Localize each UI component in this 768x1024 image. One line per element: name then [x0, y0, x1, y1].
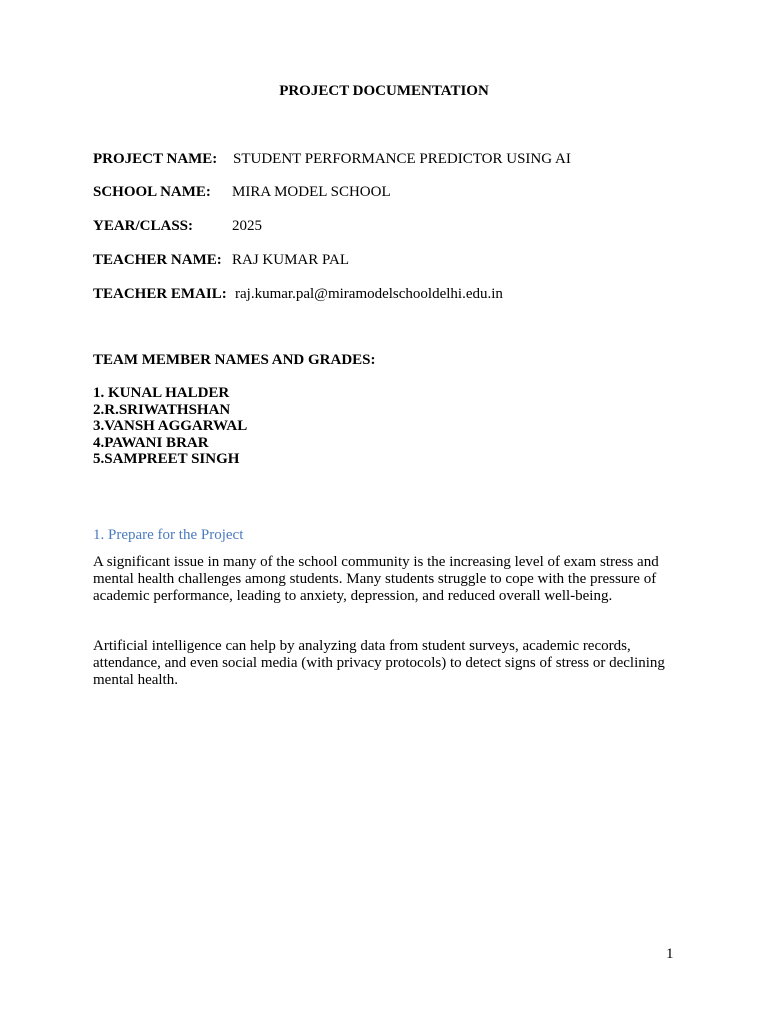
field-school-name [93, 183, 391, 201]
field-label: TEACHER EMAIL: [93, 286, 227, 302]
team-heading: TEAM MEMBER NAMES AND GRADES: [93, 352, 376, 368]
list-item: 2.R.SRIWATHSHAN [93, 401, 231, 418]
field-value: STUDENT PERFORMANCE PREDICTOR USING AI [233, 151, 571, 167]
field-value: MIRA MODEL SCHOOL [232, 184, 391, 200]
field-value: 2025 [232, 218, 262, 234]
field-label: YEAR/CLASS: [93, 218, 194, 234]
team-member-list [93, 385, 247, 468]
paragraph: A significant issue in many of the school community is the increasing level of exam stress and mental health challenges among students. Many students struggle to cope with the pressure of academic performance, leading to anxiety, depression, and reduced overall well-being. [93, 554, 659, 604]
field-teacher-email [93, 285, 503, 303]
list-item: 3.VANSH AGGARWAL [93, 418, 248, 435]
field-value: raj.kumar.pal@miramodelschooldelhi.edu.in [235, 286, 503, 302]
paragraph: Artificial intelligence can help by analyzing data from student surveys, academic records, attendance, and even social media (with privacy protocols) to detect signs of stress or declining mental health. [93, 638, 665, 688]
field-year-class [93, 217, 262, 235]
field-project-name [93, 150, 571, 168]
list-item: 5.SAMPREET SINGH [93, 451, 240, 468]
field-label: PROJECT NAME: [93, 151, 218, 167]
field-label: SCHOOL NAME: [93, 184, 211, 200]
section-heading: 1. Prepare for the Project [93, 527, 244, 543]
list-item: 4.PAWANI BRAR [93, 434, 209, 451]
field-label: TEACHER NAME: [93, 252, 222, 268]
page-number: 1 [666, 946, 674, 962]
field-value: RAJ KUMAR PAL [232, 252, 349, 268]
document-title: PROJECT DOCUMENTATION [279, 83, 489, 99]
list-item: 1. KUNAL HALDER [93, 385, 230, 401]
field-teacher-name [93, 251, 349, 269]
